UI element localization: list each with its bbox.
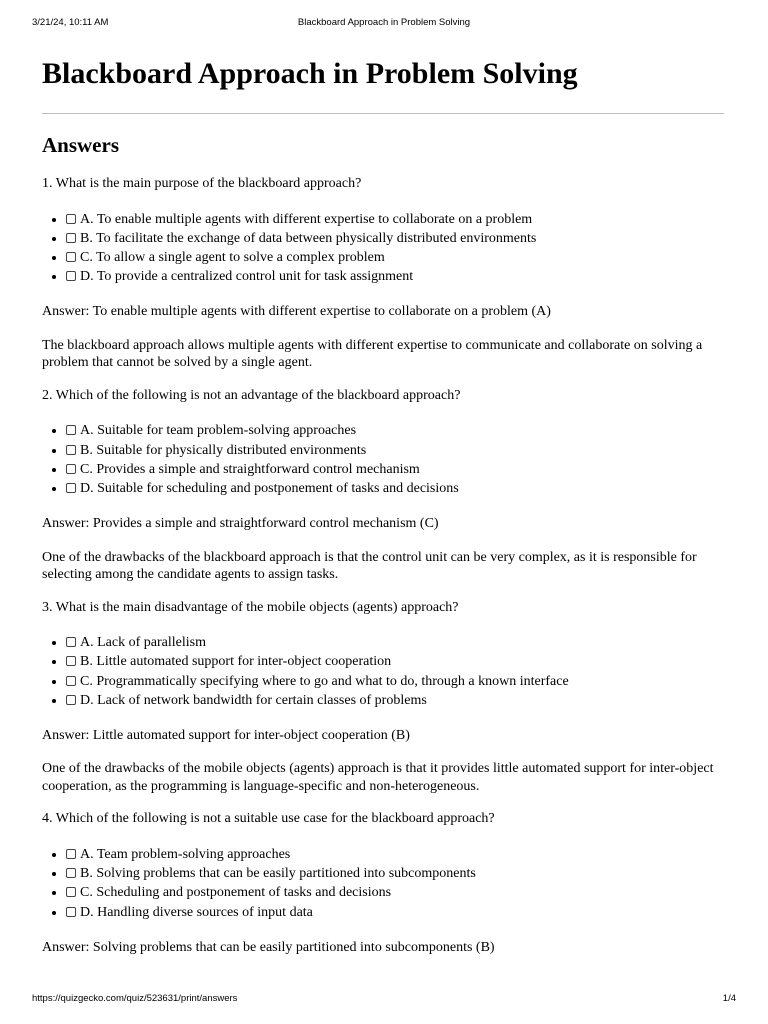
option-item <box>66 652 724 671</box>
page-title: Blackboard Approach in Problem Solving <box>42 57 578 90</box>
option-label: C. Scheduling and postponement of tasks and decisions <box>80 885 392 901</box>
answer-4: Answer: Solving problems that can be easily partitioned into subcomponents (B) <box>42 939 495 955</box>
checkbox-icon <box>66 887 76 897</box>
document-content <box>42 55 724 956</box>
option-item <box>66 864 724 883</box>
option-label: A. Team problem-solving approaches <box>80 846 291 862</box>
option-item <box>66 460 724 479</box>
checkbox-icon <box>66 907 76 917</box>
checkbox-icon <box>66 271 76 281</box>
option-item <box>66 248 724 267</box>
option-label: D. Suitable for scheduling and postponement of tasks and decisions <box>80 480 459 496</box>
question-1: 1. What is the main purpose of the blackboard approach? <box>42 176 362 191</box>
checkbox-icon <box>66 637 76 647</box>
option-label: C. Provides a simple and straightforward control mechanism <box>80 461 420 477</box>
section-heading: Answers <box>42 133 119 157</box>
question-1-options <box>42 210 724 287</box>
explanation-3: One of the drawbacks of the mobile objects (agents) approach is that it provides little automated support for inter-object cooperation, as the programming is language-specific and non-heterogeneous. <box>42 761 714 794</box>
option-label: D. Lack of network bandwidth for certain classes of problems <box>80 692 427 708</box>
option-item <box>66 441 724 460</box>
option-item <box>66 845 724 864</box>
option-label: D. Handling diverse sources of input data <box>80 904 313 920</box>
option-label: B. Solving problems that can be easily partitioned into subcomponents <box>80 866 476 882</box>
option-item <box>66 421 724 440</box>
option-item <box>66 903 724 922</box>
option-label: C. To allow a single agent to solve a complex problem <box>80 249 385 265</box>
checkbox-icon <box>66 464 76 474</box>
explanation-1: The blackboard approach allows multiple agents with different expertise to communicate and collaborate on solving a problem that cannot be solved by a single agent. <box>42 337 703 371</box>
option-label: C. Programmatically specifying where to go and what to do, through a known interface <box>80 673 569 689</box>
option-item <box>66 479 724 498</box>
page-number: 1/4 <box>722 993 736 1004</box>
option-label: B. Little automated support for inter-object cooperation <box>80 654 392 670</box>
checkbox-icon <box>66 445 76 455</box>
print-header <box>32 17 736 31</box>
option-label: D. To provide a centralized control unit for task assignment <box>80 269 414 285</box>
option-label: A. To enable multiple agents with different expertise to collaborate on a problem <box>80 211 533 227</box>
checkbox-icon <box>66 214 76 224</box>
question-3: 3. What is the main disadvantage of the mobile objects (agents) approach? <box>42 599 459 615</box>
print-url: https://quizgecko.com/quiz/523631/print/answers <box>32 993 238 1004</box>
option-label: A. Lack of parallelism <box>80 635 206 651</box>
option-label: B. Suitable for physically distributed environments <box>80 442 367 458</box>
answer-3: Answer: Little automated support for inter-object cooperation (B) <box>42 727 410 743</box>
question-3-options <box>42 633 724 710</box>
answer-2: Answer: Provides a simple and straightforward control mechanism (C) <box>42 516 439 532</box>
question-2-options <box>42 421 724 498</box>
print-footer <box>32 993 736 1007</box>
option-item <box>66 883 724 902</box>
option-item <box>66 267 724 286</box>
checkbox-icon <box>66 252 76 262</box>
checkbox-icon <box>66 425 76 435</box>
checkbox-icon <box>66 233 76 243</box>
question-4: 4. Which of the following is not a suitable use case for the blackboard approach? <box>42 811 495 827</box>
checkbox-icon <box>66 483 76 493</box>
checkbox-icon <box>66 849 76 859</box>
answer-1: Answer: To enable multiple agents with different expertise to collaborate on a problem (A) <box>42 304 551 320</box>
checkbox-icon <box>66 868 76 878</box>
option-label: B. To facilitate the exchange of data between physically distributed environments <box>80 230 537 246</box>
option-item <box>66 633 724 652</box>
checkbox-icon <box>66 676 76 686</box>
option-item <box>66 672 724 691</box>
checkbox-icon <box>66 656 76 666</box>
question-4-options <box>42 845 724 922</box>
print-datetime: 3/21/24, 10:11 AM <box>32 17 109 28</box>
option-label: A. Suitable for team problem-solving approaches <box>80 423 357 439</box>
option-item <box>66 229 724 248</box>
explanation-2: One of the drawbacks of the blackboard approach is that the control unit can be very complex, as it is responsible for selecting among the candidate agents to assign tasks. <box>42 549 697 583</box>
question-2: 2. Which of the following is not an advantage of the blackboard approach? <box>42 387 461 403</box>
option-item <box>66 691 724 710</box>
option-item <box>66 210 724 229</box>
print-header-title: Blackboard Approach in Problem Solving <box>297 17 471 28</box>
checkbox-icon <box>66 695 76 705</box>
title-divider <box>42 113 724 114</box>
